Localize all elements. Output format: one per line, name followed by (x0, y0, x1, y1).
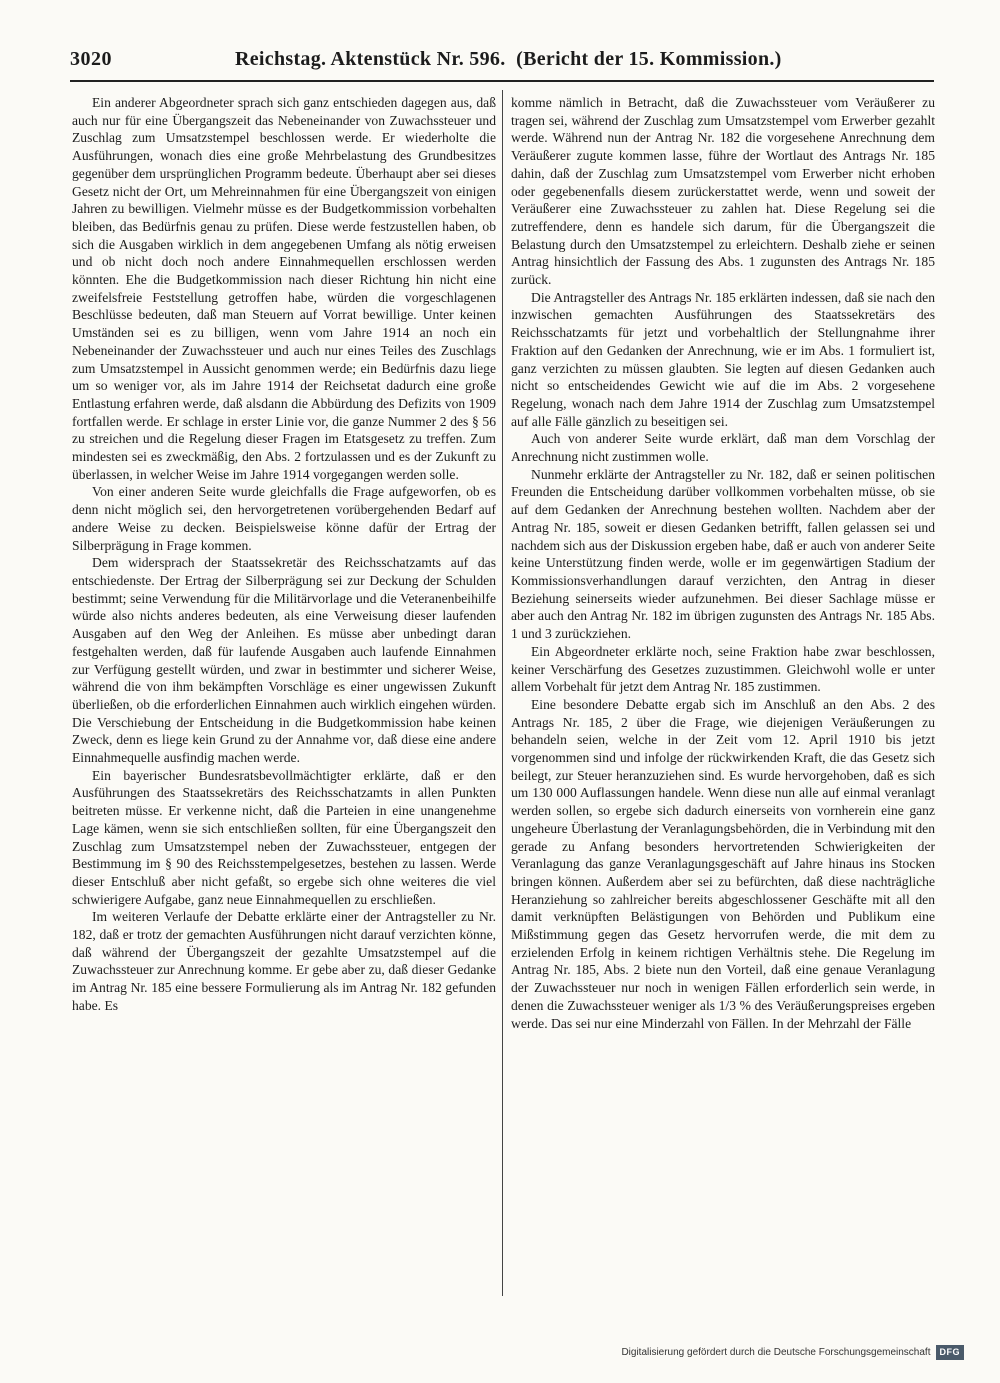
header-rule (70, 80, 934, 82)
page-header (70, 48, 932, 82)
paragraph: Eine besondere Debatte ergab sich im Anschluß an den Abs. 2 des Antrags Nr. 185, 2 über die Frage, wie diejenigen Veräußerungen zu behandeln seien, welche in der Zeit vom 12. April 1910 bis jetzt vorgenommen sind und infolge der rückwirkenden Kraft, die das Gesetz sich beilegt, zur Steuer heranzuziehen sind. Es wurde hervorgehoben, daß es sich um 130 000 Auflassungen handele. Wenn diese nun alle auf einmal veranlagt werden sollen, so ergebe sich dadurch einerseits von vornherein eine ganz ungeheure Überlastung der Veranlagungsbehörden, die in Verbindung mit den gerade zu Anfang besonders hervortretenden Schwierigkeiten der Veranlagung das ganze Veranlagungsgeschäft auf Jahre hinaus ins Stocken bringen können. Außerdem aber sei zu befürchten, daß diese nachträgliche Heranziehung so zahlreicher bereits abgeschlossener Geschäfte mit all den damit verknüpften Belästigungen von Behörden und Publikum eine Mißstimmung gegen das Gesetz hervorrufen werde, die mit dem zu erzielenden Erfolg in keinem richtigen Verhältnis stehe. Die Regelung im Antrag Nr. 185, Abs. 2 biete nun den Vorteil, daß eine genaue Veranlagung der Zuwachssteuer nur noch in wenigen Fällen erforderlich sein werde, in denen die Zuwachssteuer weniger als 1/3 % des Veräußerungspreises ergeben werde. Das sei nur eine Minderzahl von Fällen. In der Mehrzahl der Fälle (511, 696, 935, 1031)
paragraph: Ein anderer Abgeordneter sprach sich ganz entschieden dagegen aus, daß auch nur für eine Übergangszeit das Nebeneinander von Zuwachssteuer und Zuschlag zum Umsatzstempel beschlossen werde. Er wiederholte die Ausführungen, wonach dies eine große Mehrbelastung des Grundbesitzes gegenüber dem ursprünglichen Programm bedeute. Überhaupt aber sei dieses Gesetz nicht der Ort, um Mehreinnahmen für eine Übergangszeit von einigen Jahren zu bewilligen. Vielmehr müsse es der Budgetkommission vorbehalten bleiben, das Bedürfnis genau zu prüfen. Diese werde festzustellen haben, ob sich die Ausgaben wirklich in dem angegebenen Umfang als nötig erweisen und ob nicht doch noch andere Einnahmequellen erschlossen werden könnten. Ehe die Budgetkommission nach dieser Richtung hin nicht eine zweifelsfreie Feststellung getroffen habe, würden die vorgeschlagenen Beschlüsse bedeuten, daß man Steuern auf Vorrat bewillige. Unter keinen Umständen sei es zu billigen, wenn vom Jahre 1914 an noch ein Nebeneinander der Zuwachssteuer und auch nur eines Teiles des Zuschlags zum Umsatzstempel in Aussicht genommen werde; ein Bedürfnis dazu liege um so weniger vor, als im Jahre 1914 der Reichsetat dadurch eine große Entlastung erfahren werde, daß alsdann die Abbürdung des Defizits von 1909 fortfallen werde. Er schlage in erster Linie vor, die ganze Nummer 2 des § 56 zu streichen und die Regelung dieser Fragen im Etatsgesetz zu treffen. Zum mindesten sei es zweckmäßig, den Abs. 2 fortzulassen und es der Zukunft zu überlassen, in welcher Weise im Jahre 1914 vorgegangen werden solle. (72, 95, 496, 482)
paragraph: Im weiteren Verlaufe der Debatte erklärte einer der Antragsteller zu Nr. 182, daß er trotz der gemachten Ausführungen nicht darauf verzichten könne, daß während der Übergangszeit der gezahlte Umsatzstempel auf die Zuwachssteuer zur Anrechnung komme. Er gebe aber zu, daß dieser Gedanke im Antrag Nr. 185 eine bessere Formulierung als im Antrag Nr. 182 gefunden habe. Es (72, 909, 496, 1013)
paragraph: komme nämlich in Betracht, daß die Zuwachssteuer vom Veräußerer zu tragen sei, während der Zuschlag zum Umsatzstempel vom Erwerber gezahlt werde. Während nun der Antrag Nr. 182 die vorgesehene Anrechnung dem Veräußerer zugute kommen lasse, führe der Wortlaut des Antrags Nr. 185 dahin, daß der Zuschlag zum Umsatzstempel vom Erwerber nicht erhoben oder gegebenenfalls diesem zurückerstattet werde, wenn und soweit der Veräußerer eine Zuwachssteuer zu zahlen hat. Diese Regelung sei die zutreffendere, denn es handele sich darum, für die Übergangszeit die Belastung durch den Umsatzstempel zu erleichtern. Deshalb ziehe er seinen Antrag hinsichtlich der Fassung des Abs. 1 zugunsten des Antrags Nr. 185 zurück. (511, 95, 935, 288)
paragraph: Ein bayerischer Bundesratsbevollmächtigter erklärte, daß er den Ausführungen des Staatssekretärs des Reichsschatzamts in allen Punkten beitreten müsse. Er verkenne nicht, daß die Parteien in eine unangenehme Lage kämen, wenn sie sich entschließen sollten, für eine Übergangszeit den Zuschlag zum Umsatzstempel neben der Zuwachssteuer, entgegen der Bestimmung im § 90 des Reichsstempelgesetzes, bestehen zu lassen. Werde dieser Entschluß aber nicht gefaßt, so ergebe sich ohne weiteres die viel schwierigere Aufgabe, ganz neue Einnahmequellen zu erschließen. (72, 767, 496, 907)
footer-credit-text: Digitalisierung gefördert durch die Deutsche Forschungsgemeinschaft (621, 1347, 931, 1358)
footer-credit (621, 1345, 964, 1360)
dfg-logo: DFG (936, 1345, 965, 1360)
running-title-sub: (Bericht der 15. Kommission.) (516, 48, 782, 70)
paragraph: Dem widersprach der Staatssekretär des Reichsschatzamts auf das entschiedenste. Der Ertrag der Silberprägung sei zur Deckung der Schulden bestimmt; seine Verwendung für die Militärvorlage und die Veteranenbeihilfe würde also nichts anderes bedeuten, als eine Verweisung dieser laufenden Ausgaben auf den Weg der Anleihen. Es müsse aber unbedingt daran festgehalten werden, daß für laufende Ausgaben auch laufende Einnahmen zur Verfügung gestellt würden, und zwar in bestimmter und sicherer Weise, während die von ihm bekämpften Vorschläge es einer ungewissen Zukunft überließen, ob die erforderlichen Einnahmen auch wirklich eingehen würden. Die Verschiebung der Entscheidung in die Budgetkommission habe keinen Zweck, denn es liege kein Grund zu der Annahme vor, daß diese eine andere Einnahmequelle ausfindig machen werde. (72, 555, 496, 766)
running-title (235, 48, 782, 71)
paragraph: Auch von anderer Seite wurde erklärt, daß man dem Vorschlag der Anrechnung nicht zustimmen wolle. (511, 431, 935, 465)
page-number: 3020 (70, 48, 112, 70)
left-column (72, 94, 496, 1015)
paragraph: Die Antragsteller des Antrags Nr. 185 erklärten indessen, daß sie nach den inzwischen gemachten Ausführungen des Staatssekretärs des Reichsschatzamts für jetzt und vorbehaltlich der Stellungnahme ihrer Fraktion auf den Gedanken der Anrechnung, wie er im Abs. 1 formuliert ist, ganz verzichten zu müssen glaubten. Sie legten auf diesen Gedanken auch nicht so entscheidendes Gewicht wie auf die im Abs. 2 vorgesehene Regelung, wonach nach dem Jahre 1914 der Zuschlag zum Umsatzstempel auf alle Fälle gänzlich zu beseitigen sei. (511, 289, 935, 429)
paragraph: Von einer anderen Seite wurde gleichfalls die Frage aufgeworfen, ob es denn nicht möglich sei, den hervorgetretenen vorübergehenden Bedarf auf andere Weise zu decken. Beispielsweise könne dafür der Ertrag der Silberprägung in Frage kommen. (72, 484, 496, 553)
paragraph: Ein Abgeordneter erklärte noch, seine Fraktion habe zwar beschlossen, keiner Verschärfung des Gesetzes zuzustimmen. Gleichwohl wolle er unter allem Vorbehalt für jetzt dem Antrag Nr. 185 zustimmen. (511, 643, 935, 695)
paragraph: Nunmehr erklärte der Antragsteller zu Nr. 182, daß er seinen politischen Freunden die Entscheidung darüber vollkommen vorbehalten müsse, ob sie auf dem Gedanken der Anrechnung bestehen wollten. Nachdem aber der Antrag Nr. 185, soweit er diesen Gedanken betrifft, fallen gelassen sei und nachdem sich aus der Diskussion ergeben habe, daß er auch von anderer Seite keine Unterstützung finden werde, wolle er im gegenwärtigen Stadium der Kommissionsverhandlungen darauf verzichten, den Antrag in dieser Beziehung seinerseits wieder aufzunehmen. Bei dieser Sachlage müsse er aber auch den Antrag Nr. 182 im übrigen zugunsten des Antrags Nr. 185 Abs. 1 und 3 zurückziehen. (511, 466, 935, 642)
right-column (511, 94, 935, 1032)
column-divider (502, 90, 503, 1296)
running-title-main: Reichstag. Aktenstück Nr. 596. (235, 48, 506, 70)
